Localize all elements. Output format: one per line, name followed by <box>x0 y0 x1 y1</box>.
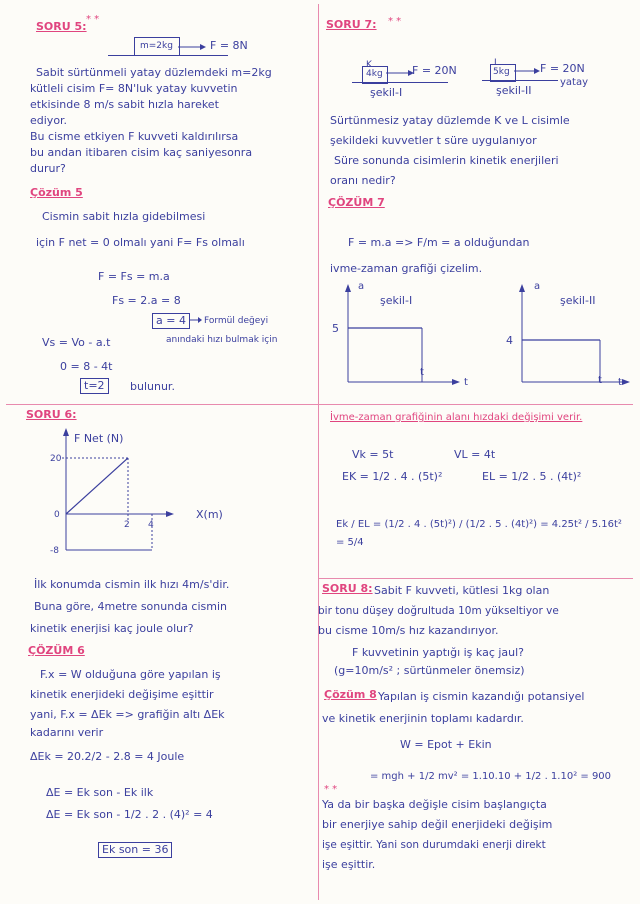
cozum5-zero-eq: 0 = 8 - 4t <box>60 360 113 373</box>
soru6-xtick-2: 2 <box>124 520 130 530</box>
cozum7-ek: EK = 1/2 . 4 . (5t)² <box>342 470 443 483</box>
cozum5-line-1: Cismin sabit hızla gidebilmesi <box>42 210 206 223</box>
soru5-q-line-5: Bu cisme etkiyen F kuvveti kaldırılırsa <box>30 130 239 143</box>
cozum8-note-2: bir enerjiye sahip değil enerjideki değişim <box>322 818 553 831</box>
graph1-tick-y: 5 <box>332 322 339 335</box>
cozum8-note-4: işe eşittir. <box>322 858 376 871</box>
cozum6-de2: ΔE = Ek son - 1/2 . 2 . (4)² = 4 <box>46 808 213 821</box>
soru7-ground-l <box>482 80 558 81</box>
soru7-block-k-mass: 4kg <box>366 69 383 79</box>
soru5-q-line-7: durur? <box>30 162 66 175</box>
cozum8-stars: * * <box>324 784 338 795</box>
cozum8-title: Çözüm 8 <box>324 688 377 701</box>
soru5-q-line-3: etkisinde 8 m/s sabit hızla hareket <box>30 98 219 111</box>
graph1-xlabel: t <box>464 377 468 388</box>
soru5-q-line-1: Sabit sürtünmeli yatay düzlemdeki m=2kg <box>36 66 272 79</box>
soru6-xtick-0: 0 <box>54 510 60 520</box>
cozum7-note: İvme-zaman grafiğinin alanı hızdaki değişimi verir. <box>330 412 583 423</box>
cozum6-line-2: kinetik enerjideki değişime eşittir <box>30 688 214 701</box>
soru7-surface: yatay <box>560 77 589 88</box>
cozum7-vl: VL = 4t <box>454 448 496 461</box>
cozum7-ratio: Ek / EL = (1/2 . 4 . (5t)²) / (1/2 . 5 . (4t)²) = 4.25t² / 5.16t² = 5/4 <box>336 519 622 548</box>
cozum8-note-3: işe eşittir. Yani son durumdaki enerji direkt <box>322 839 546 851</box>
soru7-l-letter: L <box>494 58 500 68</box>
cozum7-el: EL = 1/2 . 5 . (4t)² <box>482 470 582 483</box>
soru7-q-line-2: şekildeki kuvvetler t süre uygulanıyor <box>330 134 537 147</box>
soru8-q-line-3: bu cisme 10m/s hız kazandırıyor. <box>318 624 499 637</box>
divider-right-2 <box>319 578 633 579</box>
soru6-force-line <box>66 458 128 514</box>
soru5-force-arrow <box>178 44 208 50</box>
soru6-xlabel: X(m) <box>196 508 223 521</box>
soru6-q-line-1: İlk konumda cismin ilk hızı 4m/s'dir. <box>34 578 230 591</box>
soru8-q-line-1: Sabit F kuvveti, kütlesi 1kg olan <box>374 584 550 597</box>
soru7-q-line-4: oranı nedir? <box>330 174 396 187</box>
soru6-title: SORU 6: <box>26 408 77 421</box>
soru5-block-mass: m=2kg <box>140 41 173 51</box>
cozum6-line-4: kadarını verir <box>30 726 104 739</box>
cozum8-w-eq: W = Epot + Ekin <box>400 738 492 751</box>
soru6-ytick-20: 20 <box>50 454 62 464</box>
center-divider <box>318 4 319 900</box>
soru7-stars: * * <box>388 16 402 27</box>
cozum5-formula-note: Formül değeyi <box>204 316 269 326</box>
soru7-l-arrow <box>514 68 542 74</box>
graph1-title: şekil-I <box>380 294 413 307</box>
cozum8-note-1: Ya da bir başka değişle cisim başlangıçta <box>322 798 547 811</box>
cozum6-title: ÇÖZÜM 6 <box>28 644 85 657</box>
soru6-graph <box>40 428 240 558</box>
soru5-stars: * * <box>86 14 100 25</box>
soru6-q-line-3: kinetik enerjisi kaç joule olur? <box>30 622 194 635</box>
soru5-title: SORU 5: <box>36 20 87 33</box>
soru6-q-line-2: Buna göre, 4metre sonunda cismin <box>34 600 227 613</box>
cozum8-calc: = mgh + 1/2 mv² = 1.10.10 + 1/2 . 1.10² = 900 <box>370 771 612 782</box>
soru5-force: F = 8N <box>210 39 248 52</box>
graph2-tick-x: t <box>598 375 602 386</box>
soru7-force-l: F = 20N <box>540 62 585 75</box>
cozum5-line-2: için F net = 0 olmalı yani F= Fs olmalı <box>36 236 245 249</box>
soru6-ytick-neg8: -8 <box>50 546 59 556</box>
cozum7-line-2: ivme-zaman grafiği çizelim. <box>330 262 483 275</box>
graph2-xlabel: t <box>618 377 622 388</box>
cozum5-v-note: anındaki hızı bulmak için <box>166 335 278 345</box>
soru7-k-letter: K <box>366 60 372 70</box>
soru7-q-line-3: Süre sonunda cisimlerin kinetik enerjileri <box>334 154 559 167</box>
graph1-tick-x: t <box>420 367 424 378</box>
soru6-ylabel: F Net (N) <box>74 432 124 445</box>
cozum6-line-3: yani, F.x = ΔEk => grafiğin altı ΔEk <box>30 708 225 721</box>
soru8-title: SORU 8: <box>322 582 373 595</box>
cozum5-title: Çözüm 5 <box>30 186 83 199</box>
cozum6-dek: ΔEk = 20.2/2 - 2.8 = 4 Joule <box>30 750 185 763</box>
cozum5-v-eq: Vs = Vo - a.t <box>42 336 111 349</box>
cozum8-line-2: ve kinetik enerjinin toplamı kadardır. <box>322 712 524 725</box>
cozum5-line-3: F = Fs = m.a <box>98 270 170 283</box>
cozum5-line-4: Fs = 2.a = 8 <box>112 294 181 307</box>
cozum6-final-box: Ek son = 36 <box>98 842 172 858</box>
divider-left-1 <box>6 404 318 405</box>
soru7-force-k: F = 20N <box>412 64 457 77</box>
cozum6-line-1: F.x = W olduğuna göre yapılan iş <box>40 668 221 681</box>
cozum7-line-1: F = m.a => F/m = a olduğundan <box>348 236 530 249</box>
cozum6-de1: ΔE = Ek son - Ek ilk <box>46 786 154 799</box>
cozum5-formula-box: a = 4 <box>152 313 190 329</box>
soru7-sekil2: şekil-II <box>496 84 532 97</box>
cozum7-title: ÇÖZÜM 7 <box>328 196 385 209</box>
soru5-ground <box>108 55 228 56</box>
soru7-q-line-1: Sürtünmesiz yatay düzlemde K ve L cisimle <box>330 114 570 127</box>
graph2-tick-y: 4 <box>506 334 513 347</box>
soru5-q-line-4: ediyor. <box>30 114 68 127</box>
divider-right-1 <box>319 404 633 405</box>
soru8-q-line-5: (g=10m/s² ; sürtünmeler önemsiz) <box>334 664 525 677</box>
soru7-title: SORU 7: <box>326 18 377 31</box>
graph2-title: şekil-II <box>560 294 596 307</box>
cozum8-line-1: Yapılan iş cismin kazandığı potansiyel <box>378 690 585 703</box>
soru5-q-line-2: kütleli cisim F= 8N'luk yatay kuvvetin <box>30 82 238 95</box>
soru8-q-line-2: bir tonu düşey doğrultuda 10m yükseltiyor ve <box>318 605 559 617</box>
cozum7-vk: Vk = 5t <box>352 448 394 461</box>
soru7-block-l-mass: 5kg <box>493 67 510 77</box>
cozum5-t-unit: bulunur. <box>130 380 175 393</box>
soru7-k-arrow <box>386 70 414 76</box>
cozum5-formula-arrow <box>190 317 202 323</box>
soru7-sekil1: şekil-I <box>370 86 403 99</box>
graph1-ylabel: a <box>358 281 365 292</box>
soru8-q-line-4: F kuvvetinin yaptığı iş kaç jaul? <box>352 646 525 659</box>
soru7-ground-k <box>352 82 448 83</box>
soru5-q-line-6: bu andan itibaren cisim kaç saniyesonra <box>30 146 253 159</box>
soru6-xtick-4: 4 <box>148 520 154 530</box>
graph2-ylabel: a <box>534 281 541 292</box>
cozum5-t-box: t=2 <box>80 378 109 394</box>
